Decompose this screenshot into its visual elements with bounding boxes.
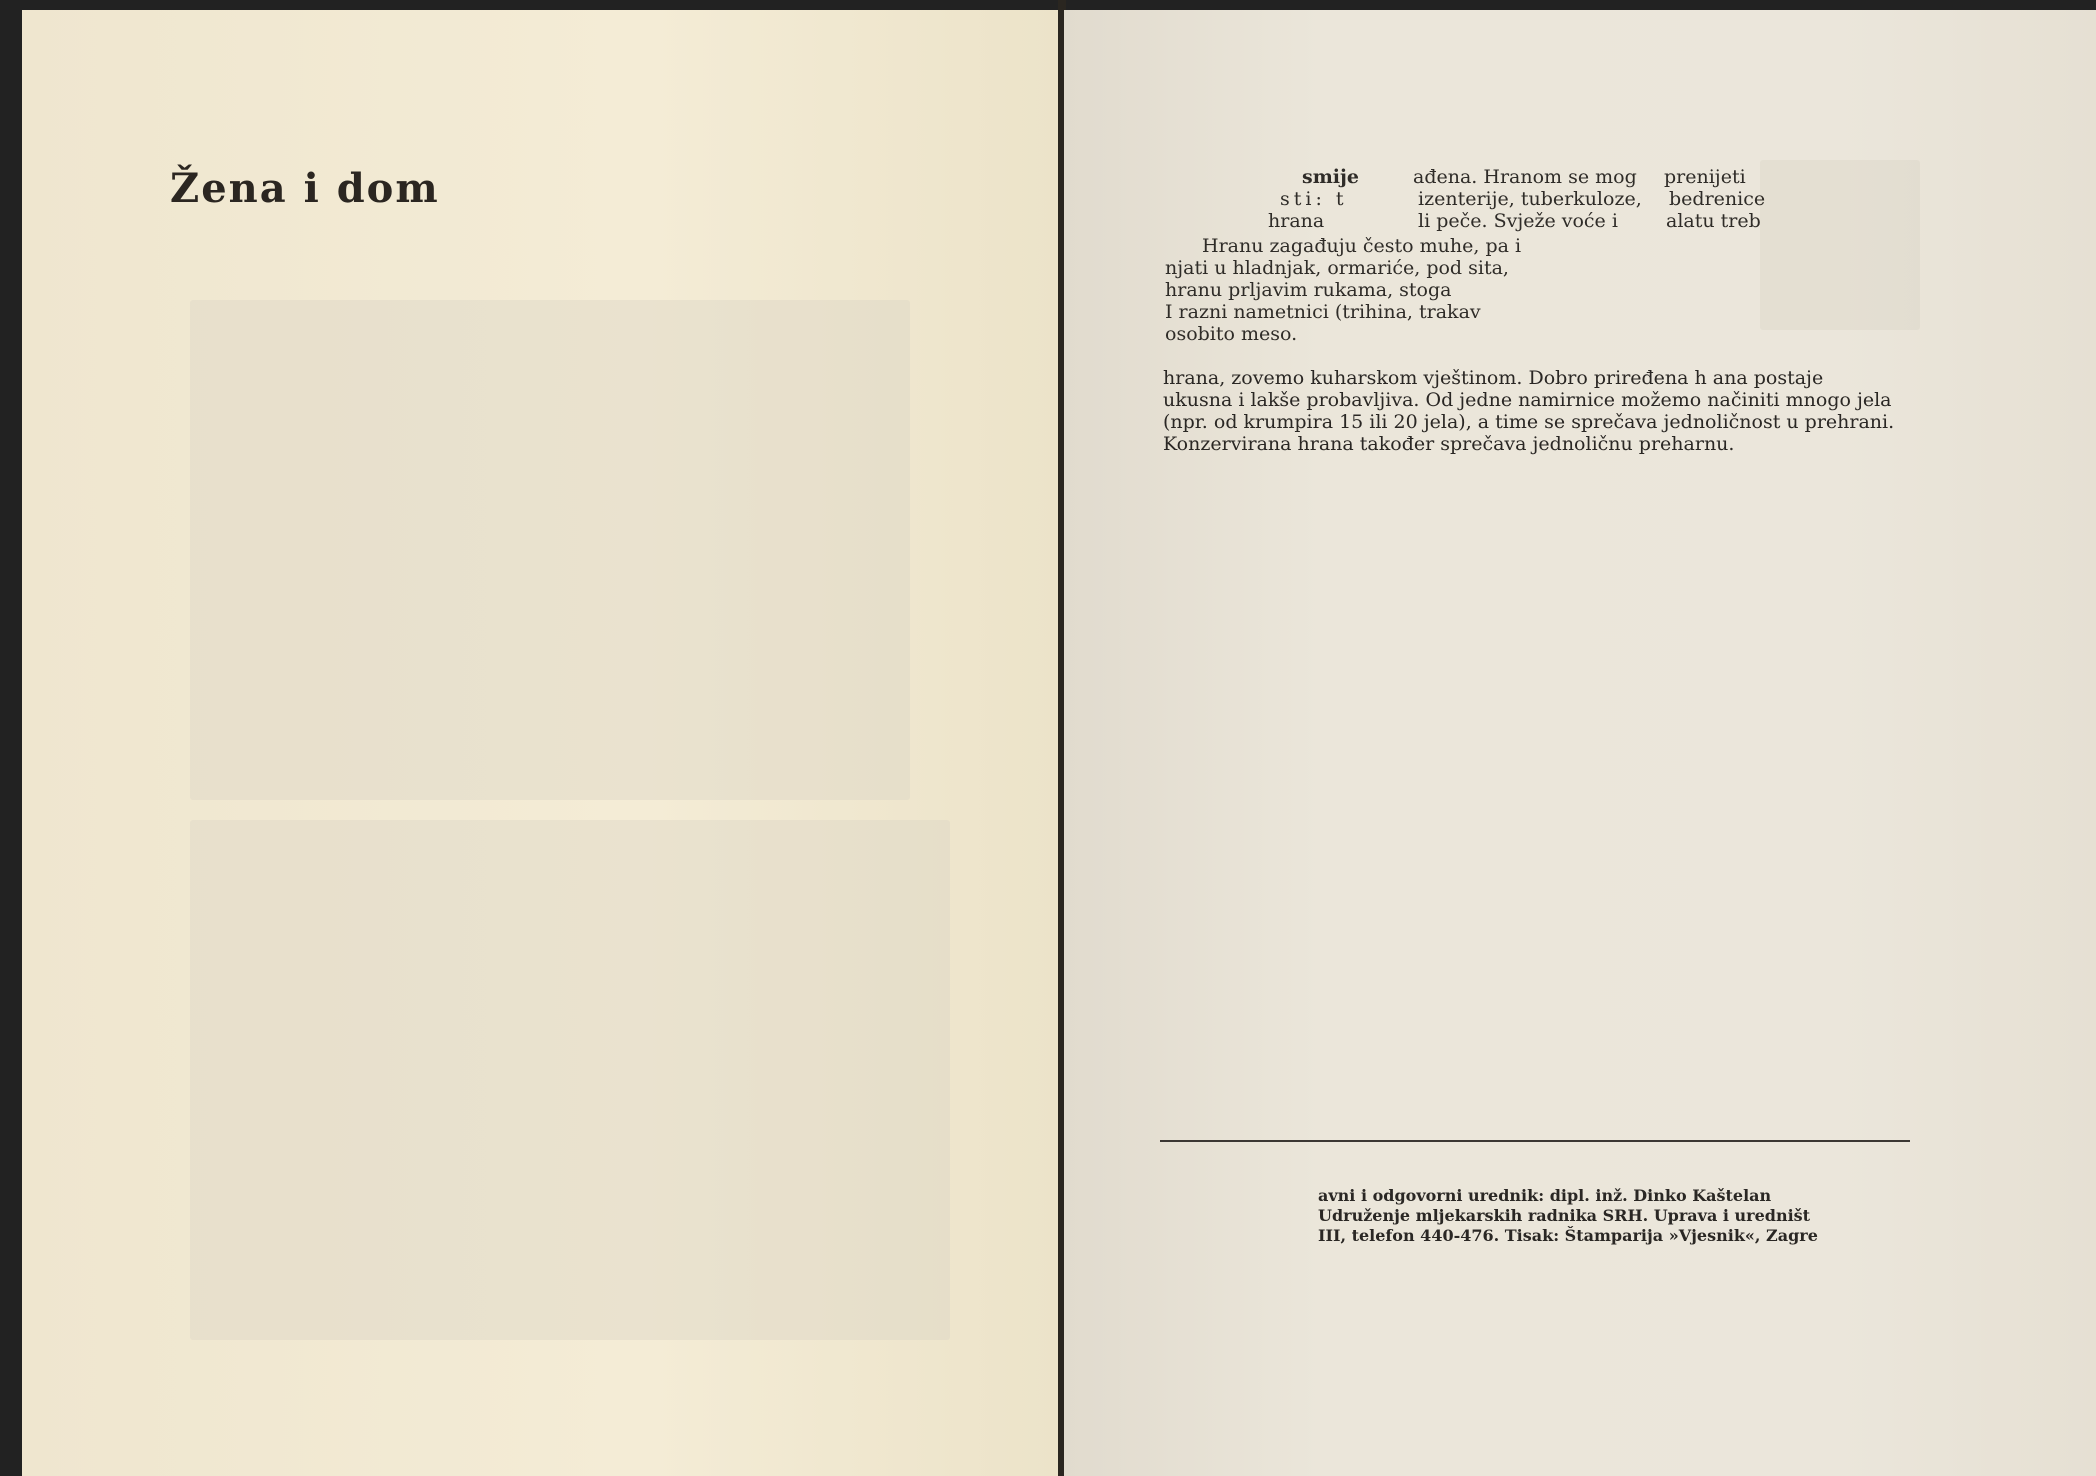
paragraph-line: ukusna i lakše probavljiva. Od jedne namirnice možemo načiniti mnogo jela	[1163, 389, 1892, 411]
fragment-col1-line3: hrana	[1268, 210, 1325, 232]
fragment-col1-line1: smije	[1302, 166, 1359, 188]
footer-rule	[1160, 1140, 1910, 1142]
imprint-block	[1318, 1186, 1818, 1246]
paragraph-line: hrana, zovemo kuharskom vještinom. Dobro priređena h ana postaje	[1163, 367, 1824, 389]
fragment-col2-line3: li peče. Svježe voće i	[1418, 210, 1618, 232]
fragment-line3: hranu prljavim rukama, stoga	[1165, 279, 1452, 301]
show-through-right	[1760, 160, 1920, 330]
fragment-col2-line1: ađena. Hranom se mog	[1413, 166, 1637, 188]
fragment-col3-line3: alatu treb	[1666, 210, 1761, 232]
imprint-line: Udruženje mljekarskih radnika SRH. Uprava i uredništ	[1318, 1206, 1811, 1225]
fragment-col1-line2: sti: t	[1280, 188, 1348, 210]
fragment-col2-line2: izenterije, tuberkuloze,	[1418, 188, 1642, 210]
fragment-col3-line1: prenijeti	[1664, 166, 1746, 188]
imprint-line: avni i odgovorni urednik: dipl. inž. Dinko Kaštelan	[1318, 1186, 1772, 1205]
fragment-line2: njati u hladnjak, ormariće, pod sita,	[1165, 257, 1509, 279]
fragment-line1: Hranu zagađuju često muhe, pa i	[1202, 235, 1522, 257]
show-through-left-lower	[190, 820, 950, 1340]
paragraph-line: Konzervirana hrana također sprečava jednoličnu preharnu.	[1163, 433, 1735, 455]
magazine-title: Žena i dom	[170, 165, 440, 212]
body-paragraph	[1163, 367, 1923, 455]
fragment-line4: I razni nametnici (trihina, trakav	[1165, 301, 1481, 323]
imprint-line: III, telefon 440-476. Tisak: Štamparija »Vjesnik«, Zagre	[1318, 1226, 1818, 1245]
paragraph-line: (npr. od krumpira 15 ili 20 jela), a time se sprečava jednoličnost u prehrani.	[1163, 411, 1895, 433]
show-through-left	[190, 300, 910, 800]
fragment-line5: osobito meso.	[1165, 323, 1298, 345]
fragment-col3-line2: bedrenice	[1669, 188, 1766, 210]
